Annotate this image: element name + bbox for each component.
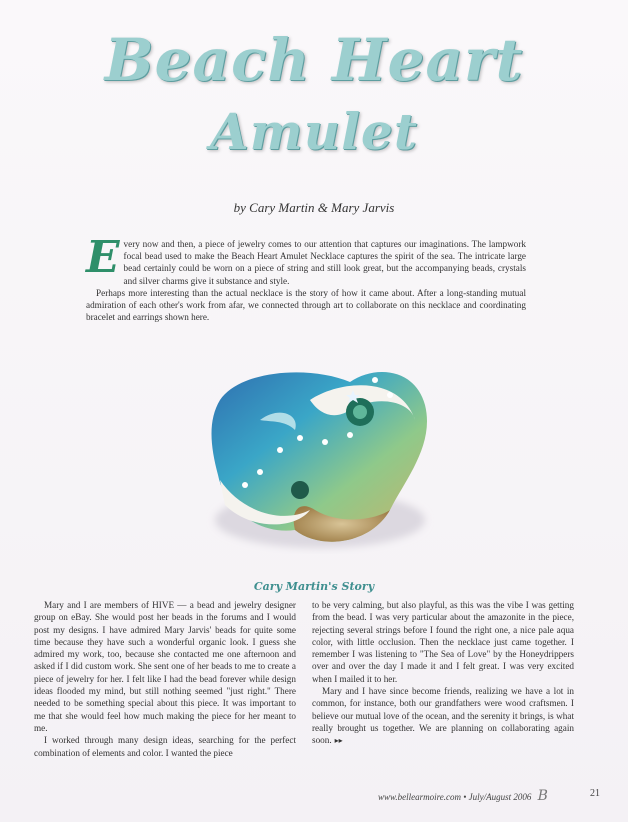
bead-spiral-2 (291, 481, 309, 499)
lampwork-bead-image (200, 360, 440, 555)
footer-site: www.bellearmoire.com (378, 792, 461, 802)
intro-paragraph-1-text: very now and then, a piece of jewelry comes to our attention that captures our imaginations. The lampwork focal bead used to make the Beach Heart Amulet Necklace captures the spirit of the sea. The intricate large bead certainly could be worn on a piece of string and still look great, but the accompanying beads, crystals and silver charms give it substance and style. (123, 239, 526, 286)
magazine-logo-icon: B (537, 788, 548, 804)
continue-marker: ▸▸ (334, 736, 343, 746)
story-paragraph-3: to be very calming, but also playful, as this was the vibe I was getting from the bead. I was very particular about the amazonite in the piece, rejecting several strings before I found the right one, a nice pale aqua color, with little occlusion. Then the necklace just came together. I remember I was listening to "The Sea of Love" by the Honeydrippers over and over the day I made it and I felt great. I was very excited when I mailed it to her. (312, 600, 574, 684)
page-footer (378, 788, 552, 804)
intro-text (86, 232, 526, 323)
footer-issue: July/August 2006 (468, 792, 532, 802)
footer-separator: • (463, 792, 467, 802)
intro-paragraph-2: Perhaps more interesting than the actual necklace is the story of how it came about. After a long-standing mutual admiration of each other's work from afar, we connected through art to collaborate on this necklace and coordinating bracelet and earrings shown here. (86, 287, 526, 323)
story-column-left (34, 599, 296, 759)
story-heading: Cary Martin's Story (253, 580, 375, 593)
story-column-right (312, 599, 574, 748)
story-paragraph-1: Mary and I are members of HIVE — a bead and jewelry designer group on eBay. She would post her beads in the forums and I would post my designs. I have admired Mary Jarvis' beads for quite some time because they have such a wonderful organic look. I guess she admired my work, too, because she contacted me one afternoon and asked if I did custom work. She sent one of her beads to me to create a piece of jewelry for her. I felt like I had the bead forever while design ideas flooded my mind, but still nothing seemed "just right." There needed to be something special about this piece. It was important to me that she would feel how much making the piece for her meant to me. (34, 600, 296, 733)
story-paragraph-2: I worked through many design ideas, searching for the perfect combination of elements and color. I wanted the piece (34, 735, 296, 758)
page-number: 21 (590, 788, 600, 799)
story-paragraph-4 (312, 685, 574, 747)
article-title-line1: Beach Heart (104, 26, 524, 94)
intro-paragraph-1 (86, 232, 526, 287)
byline: by Cary Martin & Mary Jarvis (233, 200, 395, 215)
article-title-line2: Amulet (210, 102, 418, 161)
story-paragraph-4-text: Mary and I have since become friends, realizing we have a lot in common, for instance, both our grandfathers were wood craftsmen. I believe our mutual love of the ocean, and the serenity it brings, is what really brought us together. We are planning on collaborating again soon. (312, 686, 574, 746)
drop-cap: E (86, 232, 120, 283)
